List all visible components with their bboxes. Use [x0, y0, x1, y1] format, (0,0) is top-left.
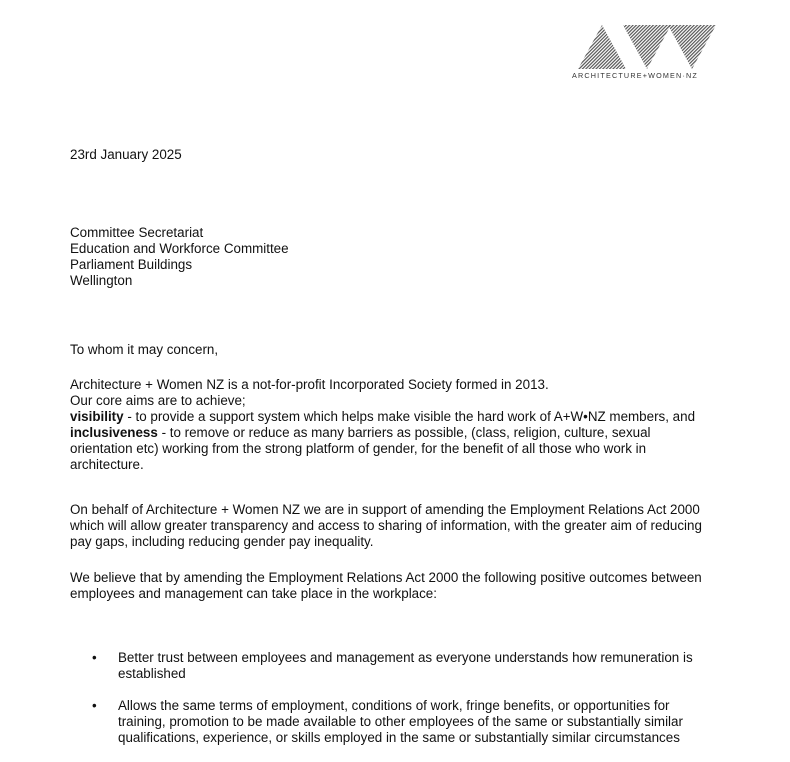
intro-paragraph: [70, 377, 730, 473]
awnz-logo-mark: [578, 25, 716, 69]
bullet-icon: •: [92, 698, 97, 713]
bullet-icon: •: [92, 650, 97, 665]
address-line: Parliament Buildings: [70, 257, 193, 272]
support-line: pay gaps, including reducing gender pay inequality.: [70, 534, 374, 549]
support-line: On behalf of Architecture + Women NZ we are in support of amending the Employment Relations Act 2000: [70, 502, 700, 517]
support-paragraph: [70, 502, 730, 550]
letter-date: 23rd January 2025: [70, 147, 182, 162]
intro-line: orientation etc) working from the strong platform of gender, for the benefit of all those who work in: [70, 441, 647, 456]
list-item-line: Allows the same terms of employment, conditions of work, fringe benefits, or opportunities for: [118, 698, 670, 713]
list-item: [70, 650, 740, 682]
visibility-line: [70, 409, 730, 425]
support-line: which will allow greater transparency and access to sharing of information, with the greater aim of reducing: [70, 518, 702, 533]
intro-line: Architecture + Women NZ is a not-for-profit Incorporated Society formed in 2013.: [70, 377, 549, 392]
belief-line: employees and management can take place in the workplace:: [70, 586, 437, 601]
awnz-logo: [572, 25, 722, 85]
address-line: Wellington: [70, 273, 133, 288]
list-item: [70, 698, 740, 746]
recipient-address: [70, 225, 289, 289]
list-item-line: established: [118, 666, 186, 681]
outcomes-list: [70, 650, 740, 762]
salutation: To whom it may concern,: [70, 342, 219, 357]
list-item-line: training, promotion to be made available to other employees of the same or substantially similar: [118, 714, 683, 729]
belief-paragraph: [70, 570, 730, 602]
belief-line: We believe that by amending the Employment Relations Act 2000 the following positive outcomes between: [70, 570, 702, 585]
intro-line: Our core aims are to achieve;: [70, 393, 246, 408]
address-line: Education and Workforce Committee: [70, 241, 289, 256]
list-item-line: qualifications, experience, or skills employed in the same or substantially similar circumstances: [118, 730, 680, 745]
inclusiveness-text: - to remove or reduce as many barriers as possible, (class, religion, culture, sexual: [157, 425, 651, 440]
address-line: Committee Secretariat: [70, 225, 204, 240]
visibility-text: - to provide a support system which helps make visible the hard work of A+W•NZ members, and: [123, 409, 696, 424]
list-item-line: Better trust between employees and management as everyone understands how remuneration is: [118, 650, 693, 665]
intro-line: architecture.: [70, 457, 144, 472]
inclusiveness-line: [70, 425, 730, 441]
visibility-term: visibility: [70, 409, 124, 424]
logo-wordmark: ARCHITECTURE+WOMEN·NZ: [572, 71, 699, 80]
inclusiveness-term: inclusiveness: [70, 425, 158, 440]
